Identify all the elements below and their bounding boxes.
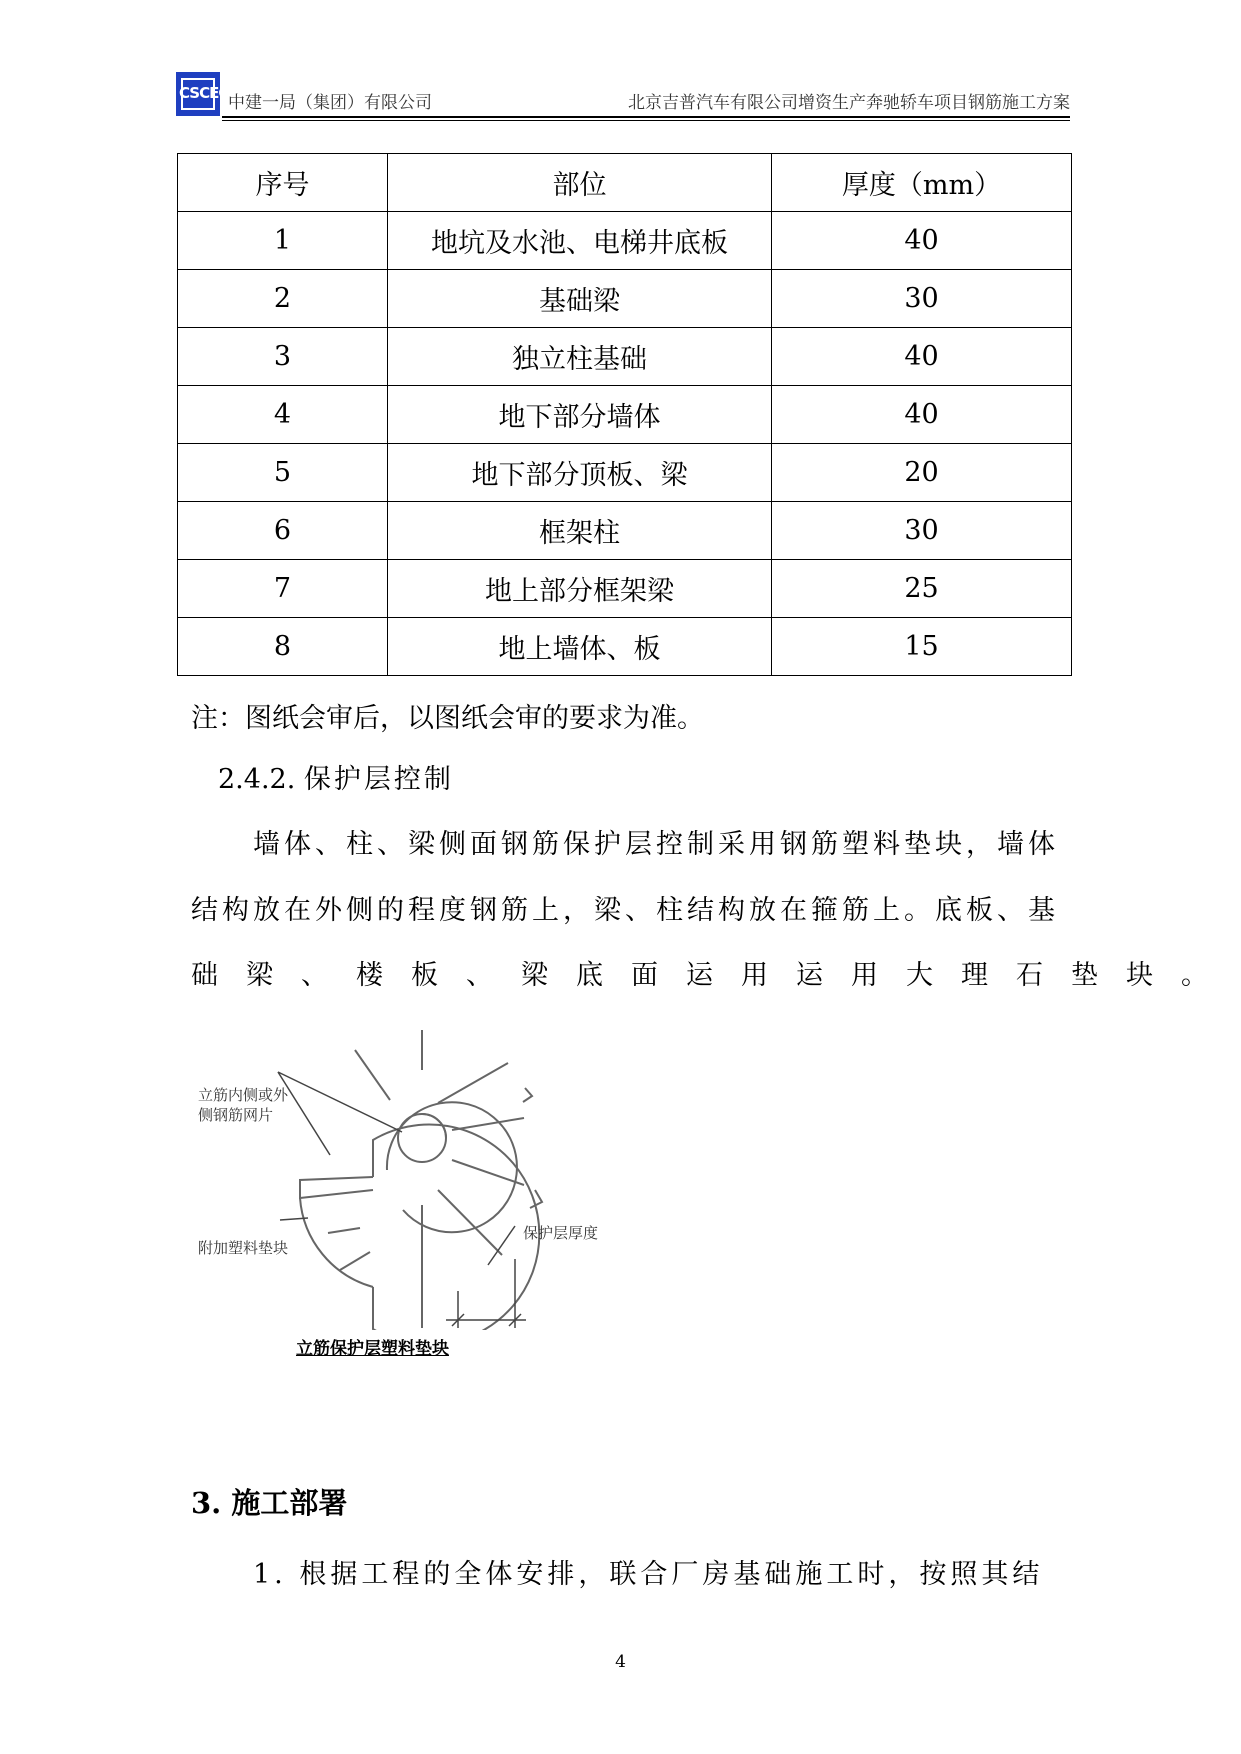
cell-thickness: 40: [772, 212, 1072, 270]
header-rule: [222, 116, 1070, 118]
table-row: [178, 328, 1072, 386]
paragraph-line: 础梁、楼板、梁底面运用运用大理石垫块。: [191, 960, 1236, 991]
cell-location: 地下部分墙体: [387, 386, 771, 444]
cell-thickness: 40: [772, 386, 1072, 444]
paragraph-line: 墙体、柱、梁侧面钢筋保护层控制采用钢筋塑料垫块，墙体: [253, 829, 1059, 860]
cell-index: 8: [178, 618, 388, 676]
cell-index: 3: [178, 328, 388, 386]
table-note: 注：图纸会审后，以图纸会审的要求为准。: [191, 703, 704, 734]
table-row: [178, 386, 1072, 444]
label-rebar-mesh-line2: 侧钢筋网片: [198, 1106, 274, 1124]
cell-location: 地上部分框架梁: [387, 560, 771, 618]
cell-thickness: 20: [772, 444, 1072, 502]
cell-thickness: 30: [772, 270, 1072, 328]
subsection-title: 保护层控制: [303, 764, 454, 795]
table-row: [178, 560, 1072, 618]
project-title: 北京吉普汽车有限公司增资生产奔驰轿车项目钢筋施工方案: [628, 93, 1070, 113]
table-row: [178, 270, 1072, 328]
cell-index: 7: [178, 560, 388, 618]
cell-thickness: 30: [772, 502, 1072, 560]
header-rule-thin: [222, 120, 1070, 121]
rebar-clip: [422, 1114, 446, 1138]
spoke: [438, 1190, 502, 1255]
cell-location: 地上墙体、板: [387, 618, 771, 676]
figure-caption: 立筋保护层塑料垫块: [296, 1339, 449, 1359]
table-row: [178, 618, 1072, 676]
cell-location: 框架柱: [387, 502, 771, 560]
cell-index: 2: [178, 270, 388, 328]
cell-index: 6: [178, 502, 388, 560]
table-row: [178, 444, 1072, 502]
logo-text: CSCEC: [179, 84, 229, 102]
cell-index: 5: [178, 444, 388, 502]
cell-index: 4: [178, 386, 388, 444]
cell-index: 1: [178, 212, 388, 270]
label-cover-thickness: 保护层厚度: [523, 1224, 599, 1242]
extra-block-rib: [328, 1228, 360, 1233]
page-number: 4: [615, 1652, 626, 1672]
spoke: [355, 1050, 390, 1100]
spoke: [452, 1118, 524, 1130]
table-row: [178, 502, 1072, 560]
cell-location: 独立柱基础: [387, 328, 771, 386]
section-item: 1. 根据工程的全体安排，联合厂房基础施工时，按照其结: [253, 1559, 1044, 1590]
cell-thickness: 15: [772, 618, 1072, 676]
cell-thickness: 40: [772, 328, 1072, 386]
column-header-thickness: 厚度（mm）: [772, 154, 1072, 212]
page-header: [176, 72, 1070, 118]
cell-location: 地坑及水池、电梯井底板: [387, 212, 771, 270]
subsection-heading: [218, 757, 454, 796]
spacer-block-figure: [190, 1030, 650, 1370]
subsection-number: 2.4.2.: [218, 764, 296, 795]
company-name: 中建一局（集团）有限公司: [228, 93, 432, 113]
outer-tooth: [523, 1088, 532, 1102]
extra-block-arc: [300, 1198, 373, 1287]
column-header-location: 部位: [387, 154, 771, 212]
cell-location: 地下部分顶板、梁: [387, 444, 771, 502]
spoke: [438, 1063, 508, 1103]
spacer-block-drawing: [190, 1030, 650, 1330]
label-extra-block: 附加塑料垫块: [198, 1239, 289, 1257]
label-rebar-mesh-line1: 立筋内侧或外: [198, 1086, 289, 1104]
table-header-row: [178, 154, 1072, 212]
extra-block-rib: [340, 1252, 370, 1270]
company-logo: [176, 72, 229, 116]
cell-location: 基础梁: [387, 270, 771, 328]
section-title: 3. 施工部署: [191, 1486, 348, 1520]
column-header-index: 序号: [178, 154, 388, 212]
extra-block-arm: [300, 1177, 373, 1198]
cell-thickness: 25: [772, 560, 1072, 618]
paragraph-line: 结构放在外侧的程度钢筋上，梁、柱结构放在箍筋上。底板、基: [191, 895, 1059, 926]
table-row: [178, 212, 1072, 270]
cover-thickness-table: [177, 153, 1072, 676]
